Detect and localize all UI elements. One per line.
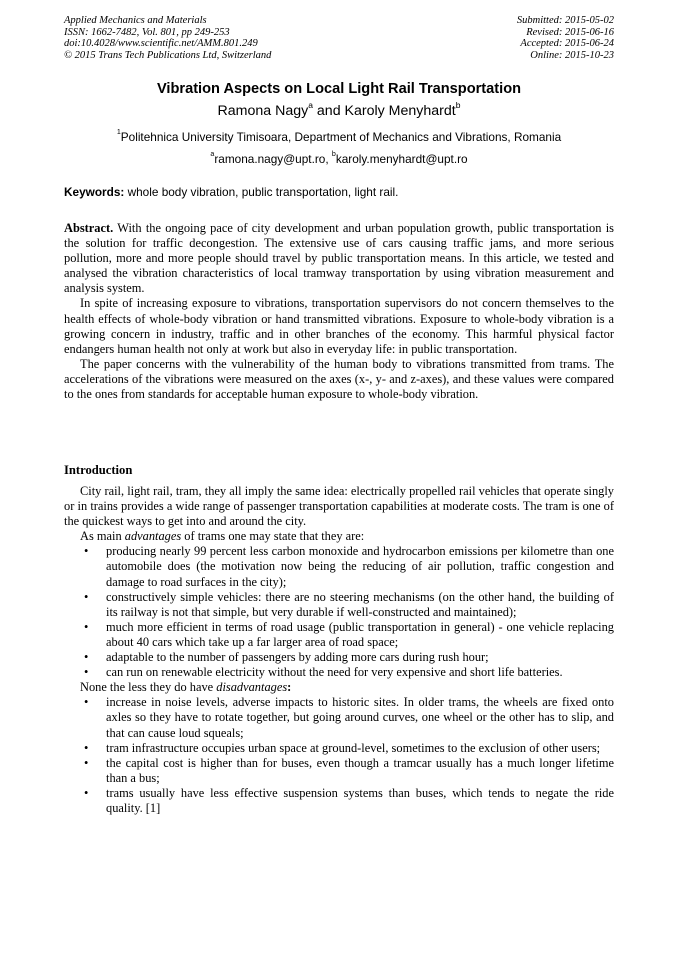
list-item-text: trams usually have less effective suspension systems than buses, which tends to negate the ride quality. [1] [106, 785, 614, 815]
list-item [84, 665, 614, 680]
author-emails [0, 149, 678, 166]
disadvantages-list [64, 695, 614, 816]
list-item [84, 695, 614, 740]
introduction-heading: Introduction [64, 463, 133, 477]
list-item-text: constructively simple vehicles: there are no steering mechanisms (on the other hand, the building of its railway is not that simple, but very durable if well-constructed and maintained); [106, 589, 614, 619]
abstract-paragraph-1 [64, 221, 614, 296]
journal-issn: ISSN: 1662-7482, Vol. 801, pp 249-253 [64, 26, 230, 38]
bullet-icon: • [84, 755, 89, 770]
email-a-sup: a [210, 149, 215, 158]
list-item-text: can run on renewable electricity without the need for very expensive and short life batteries. [106, 665, 563, 680]
paper-title: Vibration Aspects on Local Light Rail Transportation [156, 81, 522, 97]
keywords [64, 185, 624, 199]
list-item [84, 619, 614, 650]
keywords-label: Keywords: [64, 185, 125, 199]
list-item [84, 650, 614, 665]
list-item [84, 740, 614, 756]
email-b-sup: b [331, 149, 336, 158]
list-item-text: tram infrastructure occupies urban space at ground-level, sometimes to the exclusion of other users; [106, 740, 601, 755]
disadvantages-intro [64, 680, 614, 695]
bullet-icon: • [84, 650, 89, 665]
dates-header [517, 15, 614, 61]
disadvantages-intro-text: None the less they do have [80, 680, 217, 695]
author-2-sup: b [455, 100, 461, 111]
advantages-intro [64, 529, 614, 544]
journal-doi: doi:10.4028/www.scientific.net/AMM.801.249 [64, 38, 258, 50]
list-item [84, 589, 614, 620]
advantages-list [64, 544, 614, 680]
email-separator: , [325, 152, 332, 166]
advantages-term: advantages [124, 529, 182, 544]
list-item-text: much more efficient in terms of road usage (public transportation in general) - one vehicle replacing about 40 cars which take up a far larger area of road space; [106, 619, 614, 649]
abstract-label: Abstract. [64, 221, 114, 235]
author-separator: and [312, 103, 345, 119]
bullet-icon: • [84, 695, 89, 710]
abstract-section [64, 221, 614, 402]
bullet-icon: • [84, 619, 89, 634]
author-1: Ramona Nagy [217, 103, 309, 119]
date-accepted: Accepted: 2015-06-24 [520, 38, 614, 50]
list-item-text: adaptable to the number of passengers by adding more cars during rush hour; [106, 650, 489, 665]
abstract-text-1: With the ongoing pace of city development and urban population growth, public transportation is the solution for traffic decongestion. The extensive use of cars causing traffic jams, and more serious pollution, more and more people should travel by public transportation means. In this article, we tested and analysed the vibration characteristics of local tramway transportation by using vibration measurement and analysis system. [64, 221, 614, 296]
bullet-icon: • [84, 740, 89, 755]
date-revised: Revised: 2015-06-16 [526, 26, 614, 38]
affiliation-text: Politehnica University Timisoara, Department of Mechanics and Vibrations, Romania [120, 130, 562, 144]
advantages-intro-tail: of trams one may state that they are: [181, 529, 365, 544]
disadvantages-term: disadvantages [216, 680, 288, 695]
abstract-paragraph-2: In spite of increasing exposure to vibrations, transportation supervisors do not concern themselves to the health effects of whole-body vibration or hand transmitted vibrations. Exposure to whole-body vibration is a growing concern in industry, traffic and in other branches of the economy. This harmful physical factor endangers human health not only at work but also in everyday life: in public transportation. [64, 296, 614, 356]
journal-header [64, 15, 271, 61]
date-online: Online: 2015-10-23 [530, 49, 614, 61]
date-submitted: Submitted: 2015-05-02 [516, 15, 614, 26]
author-1-sup: a [308, 100, 313, 111]
bullet-icon: • [84, 665, 89, 680]
journal-name: Applied Mechanics and Materials [64, 15, 207, 26]
bullet-icon: • [84, 544, 89, 559]
author-list [0, 100, 678, 119]
intro-paragraph-1: City rail, light rail, tram, they all imply the same idea: electrically propelled rail vehicles that operate singly or in trains provides a wide range of passenger transportation capabilities at moderate costs. The tram is one of the quickest ways to get into and around the city. [64, 484, 614, 529]
bullet-icon: • [84, 589, 89, 604]
affiliation [0, 127, 678, 144]
list-item-text: producing nearly 99 percent less carbon monoxide and hydrocarbon emissions per kilometre than one automobile does (the motivation now being the reducing of air pollution, traffic congestion and damage to road surfaces in the city); [106, 544, 614, 589]
advantages-intro-text: As main [80, 529, 125, 544]
introduction-section [64, 484, 614, 816]
list-item [84, 755, 614, 786]
disadvantages-intro-tail: : [287, 680, 292, 695]
journal-copyright: © 2015 Trans Tech Publications Ltd, Switzerland [64, 49, 272, 61]
email-a[interactable]: ramona.nagy@upt.ro [214, 152, 326, 166]
list-item-text: the capital cost is higher than for buses, even though a tramcar usually has a much longer lifetime than a bus; [106, 755, 614, 785]
bullet-icon: • [84, 785, 89, 800]
keywords-text: whole body vibration, public transportation, light rail. [124, 185, 399, 199]
list-item-text: increase in noise levels, adverse impacts to historic sites. In older trams, the wheels are fixed onto axles so they have to rotate together, but going around curves, one wheel or the other has to slip, and that can cause loud squeals; [106, 695, 614, 740]
abstract-paragraph-3: The paper concerns with the vulnerability of the human body to vibrations transmitted from trams. The accelerations of the vibrations were measured on the axes (x-, y- and z-axes), and these values were compared to the ones from standards for acceptable human exposure to whole-body vibration. [64, 356, 614, 402]
email-b[interactable]: karoly.menyhardt@upt.ro [335, 152, 468, 166]
list-item [84, 544, 614, 589]
affiliation-sup: 1 [116, 127, 121, 136]
author-2: Karoly Menyhardt [344, 103, 456, 119]
list-item [84, 785, 614, 816]
